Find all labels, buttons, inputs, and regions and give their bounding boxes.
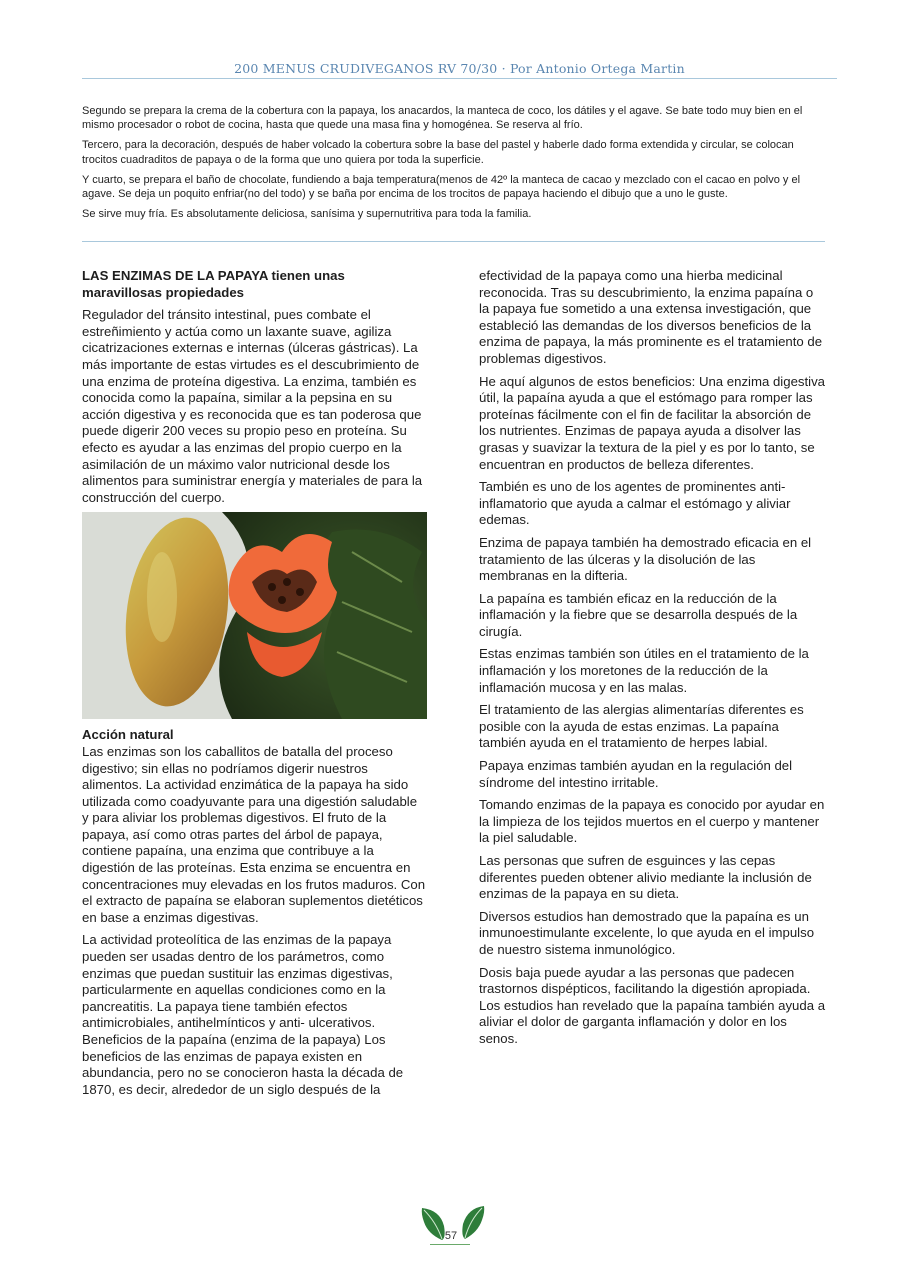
body-paragraph: Dosis baja puede ayudar a las personas que padecen trastornos dispépticos, facilitando la digestión apropiada. Los estudios han revelado que la papaína también ayuda a aliviar el dolor de garganta inflamación y dolor en los senos. — [479, 964, 826, 1046]
left-column — [82, 268, 427, 1104]
body-paragraph: También es uno de los agentes de prominentes anti-inflamatorio que ayuda a calmar el estómago y aliviar edemas. — [479, 479, 791, 528]
intro-paragraph: Tercero, para la decoración, después de haber volcado la cobertura sobre la base del pastel y haberle dado forma extendida y circular, se colocan trocitos cuadraditos de papaya o de la forma que uno quiera por toda la superficie. — [82, 139, 794, 166]
section-heading: LAS ENZIMAS DE LA PAPAYA tienen unas maravillosas propiedades — [82, 268, 345, 300]
page-number: 57 — [444, 1230, 458, 1242]
body-paragraph: Las personas que sufren de esguinces y las cepas diferentes pueden obtener alivio mediante la inclusión de enzimas de la papaya en su dieta. — [479, 853, 812, 902]
body-paragraph: efectividad de la papaya como una hierba medicinal reconocida. Tras su descubrimiento, la enzima papaína o la papaya fue sometido a una extensa investigación, que estableció las demandas de los diversos beneficios de la enzima de papaya, la más prominente es el tratamiento de problemas digestivos. — [479, 268, 823, 366]
body-paragraph: La actividad proteolítica de las enzimas de la papaya pueden ser usadas dentro de los parámetros, como enzimas que puedan sustituir las enzimas digestivas, particularmente en aquellas condiciones como en la pancreatitis. La papaya tiene también efectos antimicrobiales, antihelmínticos y anti- ulcerativos. Beneficios de la papaína (enzima de la papaya) Los beneficios de las enzimas de papaya existen en abundancia, pero no se conocieron hasta la década de 1870, es decir, alrededor de un siglo después de la — [82, 932, 404, 1097]
intro-paragraph: Segundo se prepara la crema de la cobertura con la papaya, los anacardos, la manteca de coco, los dátiles y el agave. Se bate todo muy bien en el mismo procesador o robot de cocina, hasta que quede una masa fina y homogénea. Se reserva al frío. — [82, 105, 803, 132]
intro-section — [82, 104, 825, 227]
intro-paragraph: Se sirve muy fría. Es absolutamente deliciosa, sanísima y supernutritiva para toda la familia. — [82, 208, 532, 221]
intro-divider — [82, 241, 825, 242]
body-paragraph: Tomando enzimas de la papaya es conocido por ayudar en la limpieza de los tejidos muertos en el cuerpo y mantener la piel saludable. — [479, 797, 825, 846]
body-paragraph: El tratamiento de las alergias alimentarías diferentes es posible con la ayuda de estas enzimas. La papaína también ayuda en el tratamiento de herpes labial. — [479, 702, 804, 751]
footer-underline — [430, 1244, 470, 1245]
body-paragraph: Las enzimas son los caballitos de batalla del proceso digestivo; sin ellas no podríamos digerir nuestros alimentos. La actividad enzimática de la papaya ha sido utilizada como coadyuvante para una digestión saludable y para aliviar los problemas digestivos. El fruto de la papaya, así como otras partes del árbol de papaya, contiene papaína, una enzima que contribuye a la digestión de las proteínas. Esta enzima se encuentra en concentraciones muy elevadas en los frutos maduros. Con el extracto de papaína se elaboran suplementos dietéticos en base a enzimas digestivas. — [82, 743, 426, 925]
papaya-photo — [82, 512, 427, 719]
running-header: 200 MENUS CRUDIVEGANOS RV 70/30 · Por Antonio Ortega Martin — [234, 61, 685, 76]
body-paragraph: Enzima de papaya también ha demostrado eficacia en el tratamiento de las úlceras y la disolución de las membranas en la difteria. — [479, 534, 812, 584]
body-paragraph: Papaya enzimas también ayudan en la regulación del síndrome del intestino irritable. — [479, 758, 793, 790]
body-paragraph: La papaína es también eficaz en la reducción de la inflamación y la fiebre que se desarrolla después de la cirugía. — [479, 590, 798, 639]
body-paragraph: Diversos estudios han demostrado que la papaína es un inmunoestimulante excelente, lo que ayuda en el impulso de nuestro sistema inmunológico. — [479, 908, 815, 957]
body-paragraph: He aquí algunos de estos beneficios: Una enzima digestiva útil, la papaína ayuda a que el estómago para romper las proteínas fácilmente con el fin de facilitar la absorción de los nutrientes. Enzimas de papaya ayuda a disolver las grasas y suavizar la textura de la piel y es por lo tanto, se encuentran en productos de belleza diferentes. — [479, 373, 826, 472]
body-paragraph: Estas enzimas también son útiles en el tratamiento de la inflamación y los moretones de la reducción de la inflamación mucosa y en las malas. — [479, 646, 809, 695]
header-divider — [82, 78, 837, 79]
body-paragraph: Regulador del tránsito intestinal, pues combate el estreñimiento y actúa como un laxante suave, agiliza cicatrizaciones externas e internas (úlceras gástricas). La más importante de estas virtudes es el descubrimiento de una enzima de proteína digestiva. La enzima, también es conocida como la papaína, similar a la pepsina en su acción digestiva y es reconocida que es tan poderosa que puede digerir 200 veces su propio peso en proteína. Su efecto es ayudar a las enzimas del propio cuerpo en la asimilación de un máximo valor nutricional desde los alimentos para suministrar energía y materiales de para la construcción del cuerpo. — [82, 307, 423, 505]
subsection-heading: Acción natural — [82, 727, 174, 743]
intro-paragraph: Y cuarto, se prepara el baño de chocolate, fundiendo a baja temperatura(menos de 42º la manteca de cacao y mezclado con el cacao en polvo y el agave. Se deja un poquito enfriar(no del todo) y se baña por encima de los trocitos de papaya haciendo el dibujo que a uno le guste. — [82, 173, 801, 201]
right-column — [479, 268, 826, 1054]
